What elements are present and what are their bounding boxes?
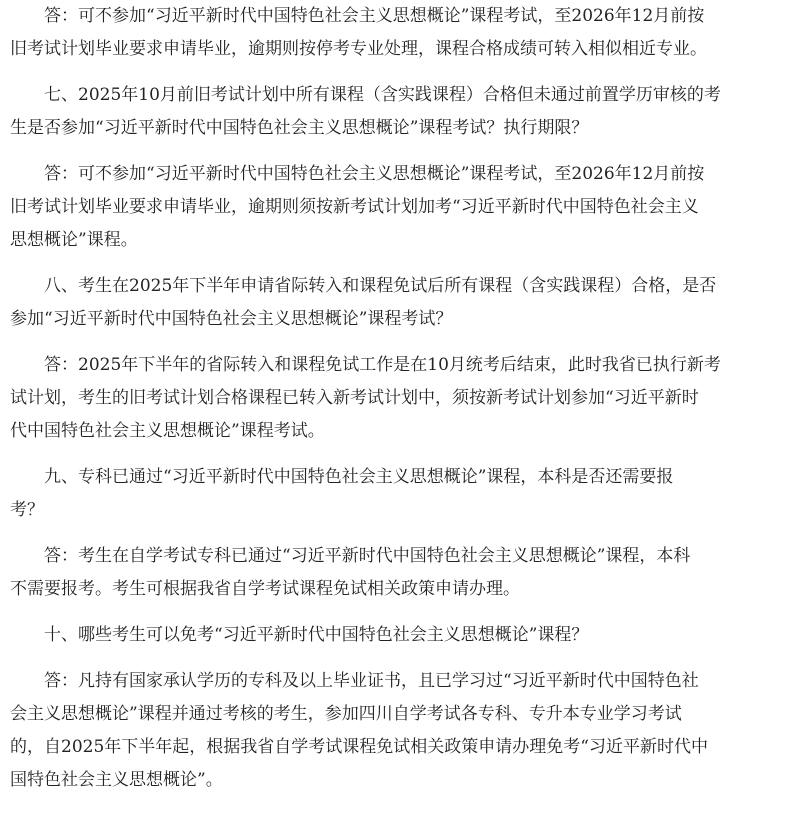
- question-paragraph: [10, 461, 785, 527]
- text-line: 答：2025年下半年的省际转入和课程免试工作是在10月统考后结束，此时我省已执行新考: [44, 355, 721, 375]
- text-line: 参加“习近平新时代中国特色社会主义思想概论”课程考试？: [10, 309, 453, 329]
- question-paragraph: [10, 79, 785, 145]
- answer-paragraph: [10, 0, 785, 66]
- text-line: 旧考试计划毕业要求申请毕业，逾期则须按新考试计划加考“习近平新时代中国特色社会主义: [10, 197, 699, 217]
- text-line: 的，自2025年下半年起，根据我省自学考试课程免试相关政策申请办理免考“习近平新时代中: [10, 737, 708, 757]
- text-line: 七、2025年10月前旧考试计划中所有课程（含实践课程）合格但未通过前置学历审核的考: [44, 85, 721, 105]
- text-line: 答：凡持有国家承认学历的专科及以上毕业证书，且已学习过“习近平新时代中国特色社: [44, 671, 699, 691]
- answer-paragraph: [10, 158, 785, 257]
- text-line: 考？: [10, 500, 44, 520]
- text-line: 会主义思想概论”课程并通过考核的考生，参加四川自学考试各专科、专升本专业学习考试: [10, 704, 682, 724]
- text-line: 九、专科已通过“习近平新时代中国特色社会主义思想概论”课程，本科是否还需要报: [44, 467, 674, 487]
- text-line: 思想概论”课程。: [10, 230, 138, 250]
- answer-paragraph: [10, 349, 785, 448]
- text-line: 八、考生在2025年下半年申请省际转入和课程免试后所有课程（含实践课程）合格，是否: [44, 276, 717, 296]
- text-line: 不需要报考。考生可根据我省自学考试课程免试相关政策申请办理。: [10, 579, 520, 599]
- text-line: 代中国特色社会主义思想概论”课程考试。: [10, 421, 325, 441]
- text-line: 答：可不参加“习近平新时代中国特色社会主义思想概论”课程考试，至2026年12月前按: [44, 6, 705, 26]
- question-paragraph: [10, 270, 785, 336]
- text-line: 答：考生在自学考试专科已通过“习近平新时代中国特色社会主义思想概论”课程，本科: [44, 546, 691, 566]
- text-line: 国特色社会主义思想概论”。: [10, 770, 223, 790]
- text-line: 生是否参加“习近平新时代中国特色社会主义思想概论”课程考试？执行期限？: [10, 118, 589, 138]
- document-body: [10, 0, 785, 797]
- text-line: 答：可不参加“习近平新时代中国特色社会主义思想概论”课程考试，至2026年12月前按: [44, 164, 705, 184]
- text-line: 试计划，考生的旧考试计划合格课程已转入新考试计划中，须按新考试计划参加“习近平新时: [10, 388, 699, 408]
- text-line: 十、哪些考生可以免考“习近平新时代中国特色社会主义思想概论”课程？: [44, 625, 589, 645]
- question-paragraph: [10, 619, 785, 652]
- answer-paragraph: [10, 540, 785, 606]
- answer-paragraph: [10, 665, 785, 797]
- text-line: 旧考试计划毕业要求申请毕业，逾期则按停考专业处理，课程合格成绩可转入相似相近专业。: [10, 39, 707, 59]
